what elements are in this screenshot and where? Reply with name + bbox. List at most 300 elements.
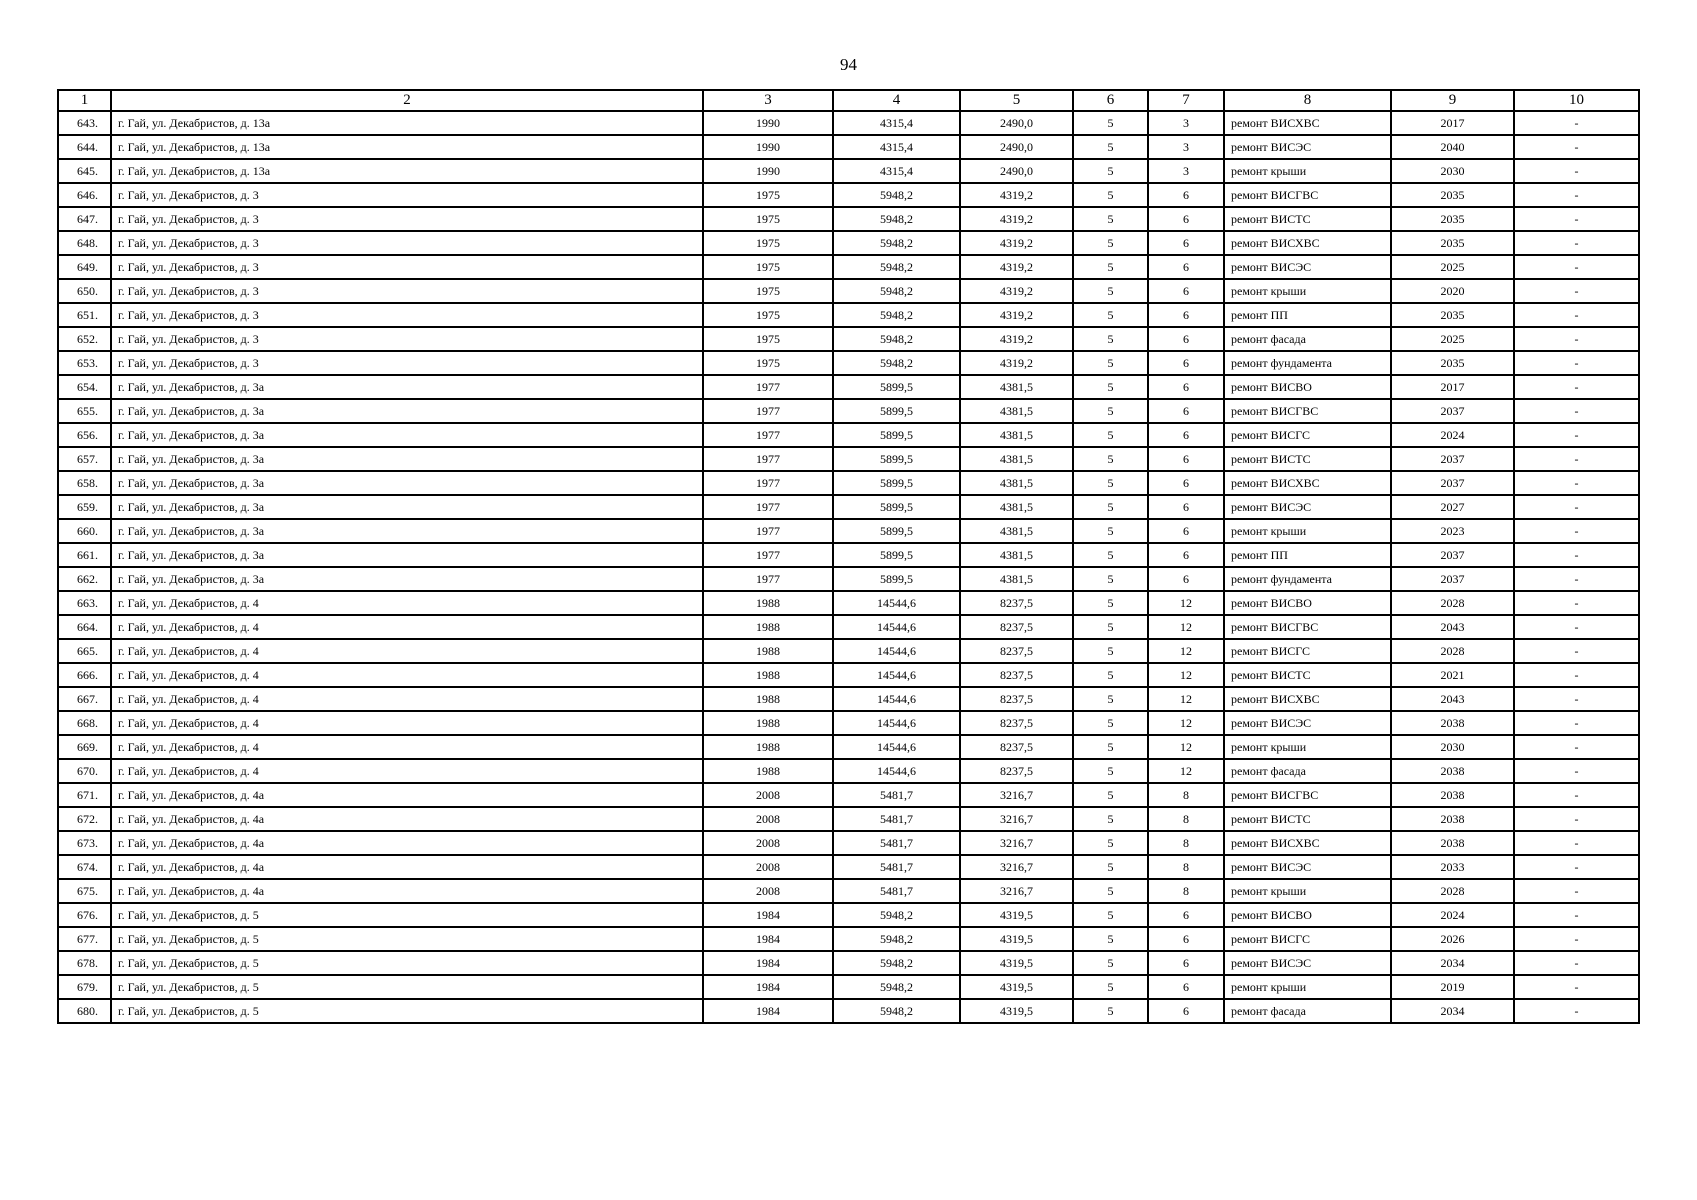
- total-area-cell: 14544,6: [833, 711, 960, 735]
- table-row: [58, 135, 1639, 159]
- row-number: 649.: [58, 255, 111, 279]
- address-cell: г. Гай, ул. Декабристов, д. 5: [111, 927, 703, 951]
- living-area-cell: 3216,7: [960, 855, 1073, 879]
- table-row: [58, 927, 1639, 951]
- total-area-cell: 5899,5: [833, 567, 960, 591]
- address-cell: г. Гай, ул. Декабристов, д. 3а: [111, 423, 703, 447]
- table-row: [58, 447, 1639, 471]
- planned-year-cell: 2028: [1391, 591, 1514, 615]
- year-cell: 1977: [703, 399, 833, 423]
- planned-year-cell: 2034: [1391, 951, 1514, 975]
- entrances-cell: 3: [1148, 159, 1224, 183]
- floors-cell: 5: [1073, 831, 1148, 855]
- address-cell: г. Гай, ул. Декабристов, д. 3: [111, 183, 703, 207]
- note-cell: -: [1514, 135, 1639, 159]
- address-cell: г. Гай, ул. Декабристов, д. 4а: [111, 807, 703, 831]
- column-header: 3: [703, 90, 833, 111]
- column-header: 10: [1514, 90, 1639, 111]
- row-number: 669.: [58, 735, 111, 759]
- planned-year-cell: 2040: [1391, 135, 1514, 159]
- year-cell: 2008: [703, 783, 833, 807]
- living-area-cell: 4381,5: [960, 447, 1073, 471]
- entrances-cell: 6: [1148, 231, 1224, 255]
- year-cell: 1988: [703, 687, 833, 711]
- table-body: [58, 111, 1639, 1023]
- entrances-cell: 6: [1148, 351, 1224, 375]
- address-cell: г. Гай, ул. Декабристов, д. 3: [111, 327, 703, 351]
- table-row: [58, 279, 1639, 303]
- work-type-cell: ремонт ВИСТС: [1224, 663, 1391, 687]
- floors-cell: 5: [1073, 663, 1148, 687]
- row-number: 644.: [58, 135, 111, 159]
- table-row: [58, 639, 1639, 663]
- planned-year-cell: 2026: [1391, 927, 1514, 951]
- entrances-cell: 6: [1148, 903, 1224, 927]
- table-row: [58, 807, 1639, 831]
- entrances-cell: 6: [1148, 975, 1224, 999]
- address-cell: г. Гай, ул. Декабристов, д. 13а: [111, 111, 703, 135]
- total-area-cell: 5899,5: [833, 399, 960, 423]
- address-cell: г. Гай, ул. Декабристов, д. 3а: [111, 567, 703, 591]
- address-cell: г. Гай, ул. Декабристов, д. 4а: [111, 831, 703, 855]
- floors-cell: 5: [1073, 207, 1148, 231]
- column-header: 8: [1224, 90, 1391, 111]
- living-area-cell: 4319,2: [960, 303, 1073, 327]
- living-area-cell: 2490,0: [960, 135, 1073, 159]
- work-type-cell: ремонт ВИСХВС: [1224, 111, 1391, 135]
- living-area-cell: 4319,2: [960, 279, 1073, 303]
- row-number: 651.: [58, 303, 111, 327]
- row-number: 655.: [58, 399, 111, 423]
- total-area-cell: 5948,2: [833, 975, 960, 999]
- column-header: 5: [960, 90, 1073, 111]
- work-type-cell: ремонт фасада: [1224, 999, 1391, 1023]
- note-cell: -: [1514, 543, 1639, 567]
- floors-cell: 5: [1073, 903, 1148, 927]
- row-number: 663.: [58, 591, 111, 615]
- living-area-cell: 4319,5: [960, 903, 1073, 927]
- address-cell: г. Гай, ул. Декабристов, д. 3: [111, 255, 703, 279]
- page-number: 94: [840, 55, 857, 74]
- row-number: 668.: [58, 711, 111, 735]
- entrances-cell: 12: [1148, 687, 1224, 711]
- table-row: [58, 111, 1639, 135]
- planned-year-cell: 2035: [1391, 351, 1514, 375]
- total-area-cell: 5948,2: [833, 183, 960, 207]
- row-number: 658.: [58, 471, 111, 495]
- entrances-cell: 6: [1148, 375, 1224, 399]
- table-row: [58, 303, 1639, 327]
- floors-cell: 5: [1073, 783, 1148, 807]
- row-number: 662.: [58, 567, 111, 591]
- total-area-cell: 4315,4: [833, 159, 960, 183]
- note-cell: -: [1514, 999, 1639, 1023]
- total-area-cell: 5899,5: [833, 447, 960, 471]
- planned-year-cell: 2024: [1391, 423, 1514, 447]
- row-number: 647.: [58, 207, 111, 231]
- floors-cell: 5: [1073, 855, 1148, 879]
- row-number: 671.: [58, 783, 111, 807]
- year-cell: 1990: [703, 111, 833, 135]
- work-type-cell: ремонт ВИСЭС: [1224, 951, 1391, 975]
- table-row: [58, 231, 1639, 255]
- work-type-cell: ремонт крыши: [1224, 519, 1391, 543]
- work-type-cell: ремонт фундамента: [1224, 567, 1391, 591]
- living-area-cell: 4319,2: [960, 183, 1073, 207]
- planned-year-cell: 2037: [1391, 471, 1514, 495]
- floors-cell: 5: [1073, 183, 1148, 207]
- floors-cell: 5: [1073, 543, 1148, 567]
- table-row: [58, 975, 1639, 999]
- year-cell: 1977: [703, 471, 833, 495]
- entrances-cell: 12: [1148, 759, 1224, 783]
- entrances-cell: 6: [1148, 303, 1224, 327]
- floors-cell: 5: [1073, 327, 1148, 351]
- year-cell: 1990: [703, 135, 833, 159]
- floors-cell: 5: [1073, 951, 1148, 975]
- address-cell: г. Гай, ул. Декабристов, д. 3: [111, 351, 703, 375]
- planned-year-cell: 2037: [1391, 567, 1514, 591]
- row-number: 664.: [58, 615, 111, 639]
- table-row: [58, 663, 1639, 687]
- floors-cell: 5: [1073, 807, 1148, 831]
- living-area-cell: 4381,5: [960, 399, 1073, 423]
- total-area-cell: 5948,2: [833, 255, 960, 279]
- planned-year-cell: 2035: [1391, 207, 1514, 231]
- total-area-cell: 5948,2: [833, 999, 960, 1023]
- work-type-cell: ремонт ВИСХВС: [1224, 687, 1391, 711]
- living-area-cell: 4381,5: [960, 471, 1073, 495]
- planned-year-cell: 2028: [1391, 639, 1514, 663]
- entrances-cell: 6: [1148, 399, 1224, 423]
- address-cell: г. Гай, ул. Декабристов, д. 4: [111, 687, 703, 711]
- note-cell: -: [1514, 471, 1639, 495]
- table-row: [58, 207, 1639, 231]
- planned-year-cell: 2043: [1391, 687, 1514, 711]
- work-type-cell: ремонт ВИСХВС: [1224, 231, 1391, 255]
- table-row: [58, 999, 1639, 1023]
- table-row: [58, 351, 1639, 375]
- table-row: [58, 879, 1639, 903]
- work-type-cell: ремонт ВИСХВС: [1224, 831, 1391, 855]
- note-cell: -: [1514, 375, 1639, 399]
- row-number: 657.: [58, 447, 111, 471]
- living-area-cell: 4319,5: [960, 951, 1073, 975]
- row-number: 645.: [58, 159, 111, 183]
- total-area-cell: 14544,6: [833, 591, 960, 615]
- floors-cell: 5: [1073, 471, 1148, 495]
- total-area-cell: 5948,2: [833, 231, 960, 255]
- table-row: [58, 855, 1639, 879]
- floors-cell: 5: [1073, 255, 1148, 279]
- row-number: 659.: [58, 495, 111, 519]
- address-cell: г. Гай, ул. Декабристов, д. 13а: [111, 135, 703, 159]
- address-cell: г. Гай, ул. Декабристов, д. 4: [111, 711, 703, 735]
- total-area-cell: 14544,6: [833, 687, 960, 711]
- floors-cell: 5: [1073, 927, 1148, 951]
- planned-year-cell: 2028: [1391, 879, 1514, 903]
- entrances-cell: 6: [1148, 495, 1224, 519]
- total-area-cell: 5481,7: [833, 807, 960, 831]
- note-cell: -: [1514, 231, 1639, 255]
- total-area-cell: 14544,6: [833, 735, 960, 759]
- work-type-cell: ремонт ВИСЭС: [1224, 711, 1391, 735]
- living-area-cell: 4381,5: [960, 519, 1073, 543]
- address-cell: г. Гай, ул. Декабристов, д. 3а: [111, 543, 703, 567]
- note-cell: -: [1514, 975, 1639, 999]
- year-cell: 1988: [703, 663, 833, 687]
- year-cell: 1975: [703, 327, 833, 351]
- work-type-cell: ремонт крыши: [1224, 879, 1391, 903]
- table-row: [58, 567, 1639, 591]
- table-row: [58, 495, 1639, 519]
- note-cell: -: [1514, 567, 1639, 591]
- floors-cell: 5: [1073, 735, 1148, 759]
- year-cell: 1984: [703, 951, 833, 975]
- total-area-cell: 5481,7: [833, 783, 960, 807]
- floors-cell: 5: [1073, 615, 1148, 639]
- total-area-cell: 5481,7: [833, 879, 960, 903]
- entrances-cell: 12: [1148, 639, 1224, 663]
- planned-year-cell: 2038: [1391, 711, 1514, 735]
- note-cell: -: [1514, 759, 1639, 783]
- living-area-cell: 4319,5: [960, 927, 1073, 951]
- living-area-cell: 4319,2: [960, 327, 1073, 351]
- row-number: 656.: [58, 423, 111, 447]
- table-row: [58, 255, 1639, 279]
- entrances-cell: 8: [1148, 783, 1224, 807]
- total-area-cell: 5899,5: [833, 471, 960, 495]
- address-cell: г. Гай, ул. Декабристов, д. 4: [111, 615, 703, 639]
- table-row: [58, 711, 1639, 735]
- note-cell: -: [1514, 663, 1639, 687]
- year-cell: 1984: [703, 975, 833, 999]
- row-number: 667.: [58, 687, 111, 711]
- row-number: 653.: [58, 351, 111, 375]
- table-row: [58, 783, 1639, 807]
- planned-year-cell: 2017: [1391, 375, 1514, 399]
- table-row: [58, 375, 1639, 399]
- total-area-cell: 4315,4: [833, 111, 960, 135]
- row-number: 678.: [58, 951, 111, 975]
- year-cell: 1975: [703, 207, 833, 231]
- floors-cell: 5: [1073, 639, 1148, 663]
- year-cell: 1975: [703, 231, 833, 255]
- work-type-cell: ремонт ВИСГВС: [1224, 783, 1391, 807]
- total-area-cell: 5899,5: [833, 375, 960, 399]
- planned-year-cell: 2038: [1391, 807, 1514, 831]
- year-cell: 1977: [703, 423, 833, 447]
- planned-year-cell: 2020: [1391, 279, 1514, 303]
- note-cell: -: [1514, 639, 1639, 663]
- year-cell: 1988: [703, 615, 833, 639]
- planned-year-cell: 2030: [1391, 735, 1514, 759]
- living-area-cell: 4381,5: [960, 567, 1073, 591]
- address-cell: г. Гай, ул. Декабристов, д. 5: [111, 975, 703, 999]
- living-area-cell: 8237,5: [960, 663, 1073, 687]
- column-header: 6: [1073, 90, 1148, 111]
- table-row: [58, 903, 1639, 927]
- floors-cell: 5: [1073, 975, 1148, 999]
- header-row: [58, 90, 1639, 111]
- total-area-cell: 5948,2: [833, 351, 960, 375]
- row-number: 665.: [58, 639, 111, 663]
- address-cell: г. Гай, ул. Декабристов, д. 4: [111, 639, 703, 663]
- address-cell: г. Гай, ул. Декабристов, д. 4: [111, 759, 703, 783]
- year-cell: 1988: [703, 735, 833, 759]
- entrances-cell: 6: [1148, 519, 1224, 543]
- entrances-cell: 6: [1148, 183, 1224, 207]
- work-type-cell: ремонт ВИСЭС: [1224, 135, 1391, 159]
- column-header: 4: [833, 90, 960, 111]
- planned-year-cell: 2021: [1391, 663, 1514, 687]
- year-cell: 1977: [703, 543, 833, 567]
- total-area-cell: 4315,4: [833, 135, 960, 159]
- total-area-cell: 5899,5: [833, 495, 960, 519]
- work-type-cell: ремонт фасада: [1224, 759, 1391, 783]
- year-cell: 1984: [703, 927, 833, 951]
- year-cell: 1984: [703, 903, 833, 927]
- address-cell: г. Гай, ул. Декабристов, д. 5: [111, 951, 703, 975]
- year-cell: 2008: [703, 831, 833, 855]
- address-cell: г. Гай, ул. Декабристов, д. 5: [111, 999, 703, 1023]
- entrances-cell: 8: [1148, 831, 1224, 855]
- living-area-cell: 8237,5: [960, 711, 1073, 735]
- year-cell: 1988: [703, 639, 833, 663]
- note-cell: -: [1514, 687, 1639, 711]
- note-cell: -: [1514, 447, 1639, 471]
- address-cell: г. Гай, ул. Декабристов, д. 3а: [111, 519, 703, 543]
- row-number: 666.: [58, 663, 111, 687]
- planned-year-cell: 2033: [1391, 855, 1514, 879]
- total-area-cell: 5899,5: [833, 423, 960, 447]
- total-area-cell: 5948,2: [833, 207, 960, 231]
- table-row: [58, 951, 1639, 975]
- total-area-cell: 5948,2: [833, 927, 960, 951]
- living-area-cell: 2490,0: [960, 159, 1073, 183]
- living-area-cell: 4319,2: [960, 207, 1073, 231]
- note-cell: -: [1514, 111, 1639, 135]
- note-cell: -: [1514, 735, 1639, 759]
- work-type-cell: ремонт ВИСХВС: [1224, 471, 1391, 495]
- total-area-cell: 5948,2: [833, 303, 960, 327]
- planned-year-cell: 2019: [1391, 975, 1514, 999]
- living-area-cell: 3216,7: [960, 831, 1073, 855]
- year-cell: 1988: [703, 591, 833, 615]
- planned-year-cell: 2035: [1391, 303, 1514, 327]
- living-area-cell: 8237,5: [960, 615, 1073, 639]
- row-number: 646.: [58, 183, 111, 207]
- table-row: [58, 423, 1639, 447]
- total-area-cell: 14544,6: [833, 639, 960, 663]
- note-cell: -: [1514, 423, 1639, 447]
- entrances-cell: 3: [1148, 111, 1224, 135]
- planned-year-cell: 2025: [1391, 255, 1514, 279]
- work-type-cell: ремонт ПП: [1224, 303, 1391, 327]
- year-cell: 1988: [703, 759, 833, 783]
- address-cell: г. Гай, ул. Декабристов, д. 3: [111, 303, 703, 327]
- floors-cell: 5: [1073, 591, 1148, 615]
- note-cell: -: [1514, 303, 1639, 327]
- total-area-cell: 5948,2: [833, 327, 960, 351]
- floors-cell: 5: [1073, 687, 1148, 711]
- note-cell: -: [1514, 855, 1639, 879]
- planned-year-cell: 2037: [1391, 543, 1514, 567]
- entrances-cell: 3: [1148, 135, 1224, 159]
- table-row: [58, 759, 1639, 783]
- table-row: [58, 327, 1639, 351]
- work-type-cell: ремонт крыши: [1224, 975, 1391, 999]
- note-cell: -: [1514, 711, 1639, 735]
- row-number: 672.: [58, 807, 111, 831]
- year-cell: 1975: [703, 183, 833, 207]
- row-number: 650.: [58, 279, 111, 303]
- address-cell: г. Гай, ул. Декабристов, д. 3а: [111, 447, 703, 471]
- planned-year-cell: 2027: [1391, 495, 1514, 519]
- year-cell: 1977: [703, 447, 833, 471]
- work-type-cell: ремонт ВИСЭС: [1224, 855, 1391, 879]
- address-cell: г. Гай, ул. Декабристов, д. 4а: [111, 879, 703, 903]
- entrances-cell: 12: [1148, 615, 1224, 639]
- living-area-cell: 8237,5: [960, 591, 1073, 615]
- entrances-cell: 6: [1148, 999, 1224, 1023]
- planned-year-cell: 2037: [1391, 447, 1514, 471]
- living-area-cell: 4381,5: [960, 543, 1073, 567]
- address-cell: г. Гай, ул. Декабристов, д. 3а: [111, 471, 703, 495]
- row-number: 648.: [58, 231, 111, 255]
- entrances-cell: 6: [1148, 255, 1224, 279]
- note-cell: -: [1514, 519, 1639, 543]
- year-cell: 1975: [703, 255, 833, 279]
- entrances-cell: 6: [1148, 927, 1224, 951]
- living-area-cell: 4319,2: [960, 231, 1073, 255]
- floors-cell: 5: [1073, 879, 1148, 903]
- year-cell: 1977: [703, 567, 833, 591]
- table-row: [58, 687, 1639, 711]
- row-number: 654.: [58, 375, 111, 399]
- table-row: [58, 519, 1639, 543]
- entrances-cell: 6: [1148, 279, 1224, 303]
- note-cell: -: [1514, 207, 1639, 231]
- note-cell: -: [1514, 831, 1639, 855]
- floors-cell: 5: [1073, 495, 1148, 519]
- year-cell: 1984: [703, 999, 833, 1023]
- floors-cell: 5: [1073, 159, 1148, 183]
- year-cell: 1975: [703, 351, 833, 375]
- address-cell: г. Гай, ул. Декабристов, д. 3: [111, 207, 703, 231]
- floors-cell: 5: [1073, 999, 1148, 1023]
- year-cell: 2008: [703, 855, 833, 879]
- address-cell: г. Гай, ул. Декабристов, д. 5: [111, 903, 703, 927]
- row-number: 670.: [58, 759, 111, 783]
- note-cell: -: [1514, 927, 1639, 951]
- work-type-cell: ремонт фасада: [1224, 327, 1391, 351]
- row-number: 677.: [58, 927, 111, 951]
- entrances-cell: 6: [1148, 567, 1224, 591]
- total-area-cell: 5481,7: [833, 855, 960, 879]
- work-type-cell: ремонт ВИСГВС: [1224, 399, 1391, 423]
- floors-cell: 5: [1073, 711, 1148, 735]
- entrances-cell: 12: [1148, 735, 1224, 759]
- living-area-cell: 8237,5: [960, 639, 1073, 663]
- row-number: 675.: [58, 879, 111, 903]
- table-row: [58, 159, 1639, 183]
- work-type-cell: ремонт ВИСВО: [1224, 591, 1391, 615]
- note-cell: -: [1514, 591, 1639, 615]
- total-area-cell: 5948,2: [833, 951, 960, 975]
- row-number: 660.: [58, 519, 111, 543]
- table-row: [58, 615, 1639, 639]
